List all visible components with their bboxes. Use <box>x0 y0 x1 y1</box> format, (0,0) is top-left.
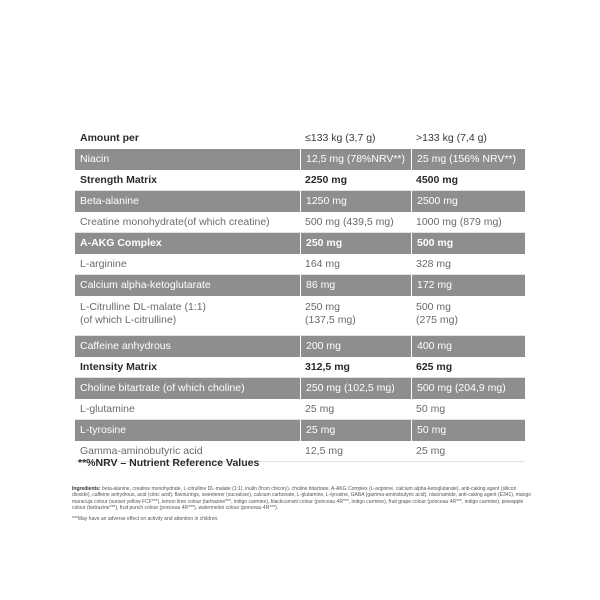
row-label: Strength Matrix <box>80 173 158 186</box>
table-row <box>75 149 525 170</box>
table-row <box>75 399 525 420</box>
header-col-low-weight: ≤133 kg (3,7 g) <box>305 132 376 144</box>
row-label: Caffeine anhydrous <box>80 340 171 352</box>
row-value-high: 50 mg <box>416 402 446 415</box>
row-value-low: 25 mg <box>305 402 335 415</box>
row-value-high: 50 mg <box>411 420 525 441</box>
row-value-high: 25 mg (156% NRV**) <box>411 149 525 170</box>
nrv-footnote: **%NRV – Nutrient Reference Values <box>78 457 260 469</box>
table-row <box>75 357 525 378</box>
row-value-high: 500 mg (275 mg) <box>416 301 459 326</box>
row-value-low: 25 mg <box>300 420 411 441</box>
table-header-row <box>75 128 525 149</box>
row-value-high: 2500 mg <box>411 191 525 212</box>
table-row <box>75 296 525 336</box>
warning-text: ***May have an adverse effect on activity and attention in children. <box>72 516 219 522</box>
row-value-low: 250 mg (137,5 mg) <box>305 301 356 326</box>
row-label: Intensity Matrix <box>80 360 158 373</box>
row-value-low: 86 mg <box>300 275 411 296</box>
row-value-high: 328 mg <box>416 257 452 270</box>
row-label: Choline bitartrate (of which choline) <box>80 382 245 394</box>
row-value-low: 250 mg <box>300 233 411 254</box>
row-value-low: 200 mg <box>300 336 411 357</box>
row-value-low: 164 mg <box>305 257 341 270</box>
ingredients-label: Ingredients: <box>72 486 101 492</box>
row-value-low: 312,5 mg <box>305 360 350 373</box>
table-row <box>75 233 525 254</box>
row-value-high: 1000 mg (879 mg) <box>416 215 502 228</box>
table-row <box>75 254 525 275</box>
ingredients-text <box>72 486 532 511</box>
table-row <box>75 170 525 191</box>
header-col-high-weight: >133 kg (7,4 g) <box>416 132 487 144</box>
row-value-low: 1250 mg <box>300 191 411 212</box>
row-label: Calcium alpha-ketoglutarate <box>80 279 211 291</box>
row-label: L-glutamine <box>80 402 135 415</box>
row-label: A-AKG Complex <box>80 237 162 249</box>
row-label: Creatine monohydrate(of which creatine) <box>80 215 270 228</box>
table-body <box>75 149 525 462</box>
table-row <box>75 191 525 212</box>
row-label: L-arginine <box>80 257 127 270</box>
row-value-low: 12,5 mg (78%NRV**) <box>300 149 411 170</box>
row-value-high: 400 mg <box>411 336 525 357</box>
table-row <box>75 275 525 296</box>
row-label: L-tyrosine <box>80 424 127 436</box>
table-row <box>75 212 525 233</box>
row-label: Niacin <box>80 153 110 165</box>
row-label: Beta-alanine <box>80 195 139 207</box>
table-row <box>75 420 525 441</box>
row-value-high: 625 mg <box>416 360 453 373</box>
row-label: L-Citrulline DL-malate (1:1) (of which L-citrulline) <box>80 301 207 326</box>
row-value-high: 25 mg <box>416 444 446 457</box>
ingredients-list: beta-alanine, creatine monohydrate, L-citrulline DL-malate (1:1), inulin (from chicory), choline bitartrate, A-AKG Complex (L-arginine, calcium alpha-ketoglutarate), anti-caking agent (silicon dioxide), caffeine anhydrous, acid (citric acid), flavourings, sweetener (sucralose), calcium carbonate, L-glutamine, L-tyrosine, GABA (gamma-aminobutyric acid), niacinamide, anti-caking agent (E341), mango maracuja colour (sunset yellow FCF***), lemon lime colour (tartrazine***, indigo carmine), blackcurrant colour (ponceau 4R***, indigo carmine), fruit grape colour (ponceau 4R***, indigo carmine), pineapple colour (tartrazine***), fruit punch colour (ponceau 4R***), watermelon colour (ponceau 4R***). <box>72 486 532 511</box>
nutrition-table <box>75 128 525 462</box>
row-label: Gamma-aminobutyric acid <box>80 444 203 457</box>
row-value-high: 4500 mg <box>416 173 459 186</box>
row-value-high: 172 mg <box>411 275 525 296</box>
row-value-low: 500 mg (439,5 mg) <box>305 215 394 228</box>
row-value-high: 500 mg <box>411 233 525 254</box>
table-row <box>75 336 525 357</box>
row-value-low: 12,5 mg <box>305 444 343 457</box>
row-value-high: 500 mg (204,9 mg) <box>411 378 525 399</box>
table-row <box>75 378 525 399</box>
header-amount-per: Amount per <box>80 132 139 144</box>
row-value-low: 2250 mg <box>305 173 348 186</box>
row-value-low: 250 mg (102,5 mg) <box>300 378 411 399</box>
